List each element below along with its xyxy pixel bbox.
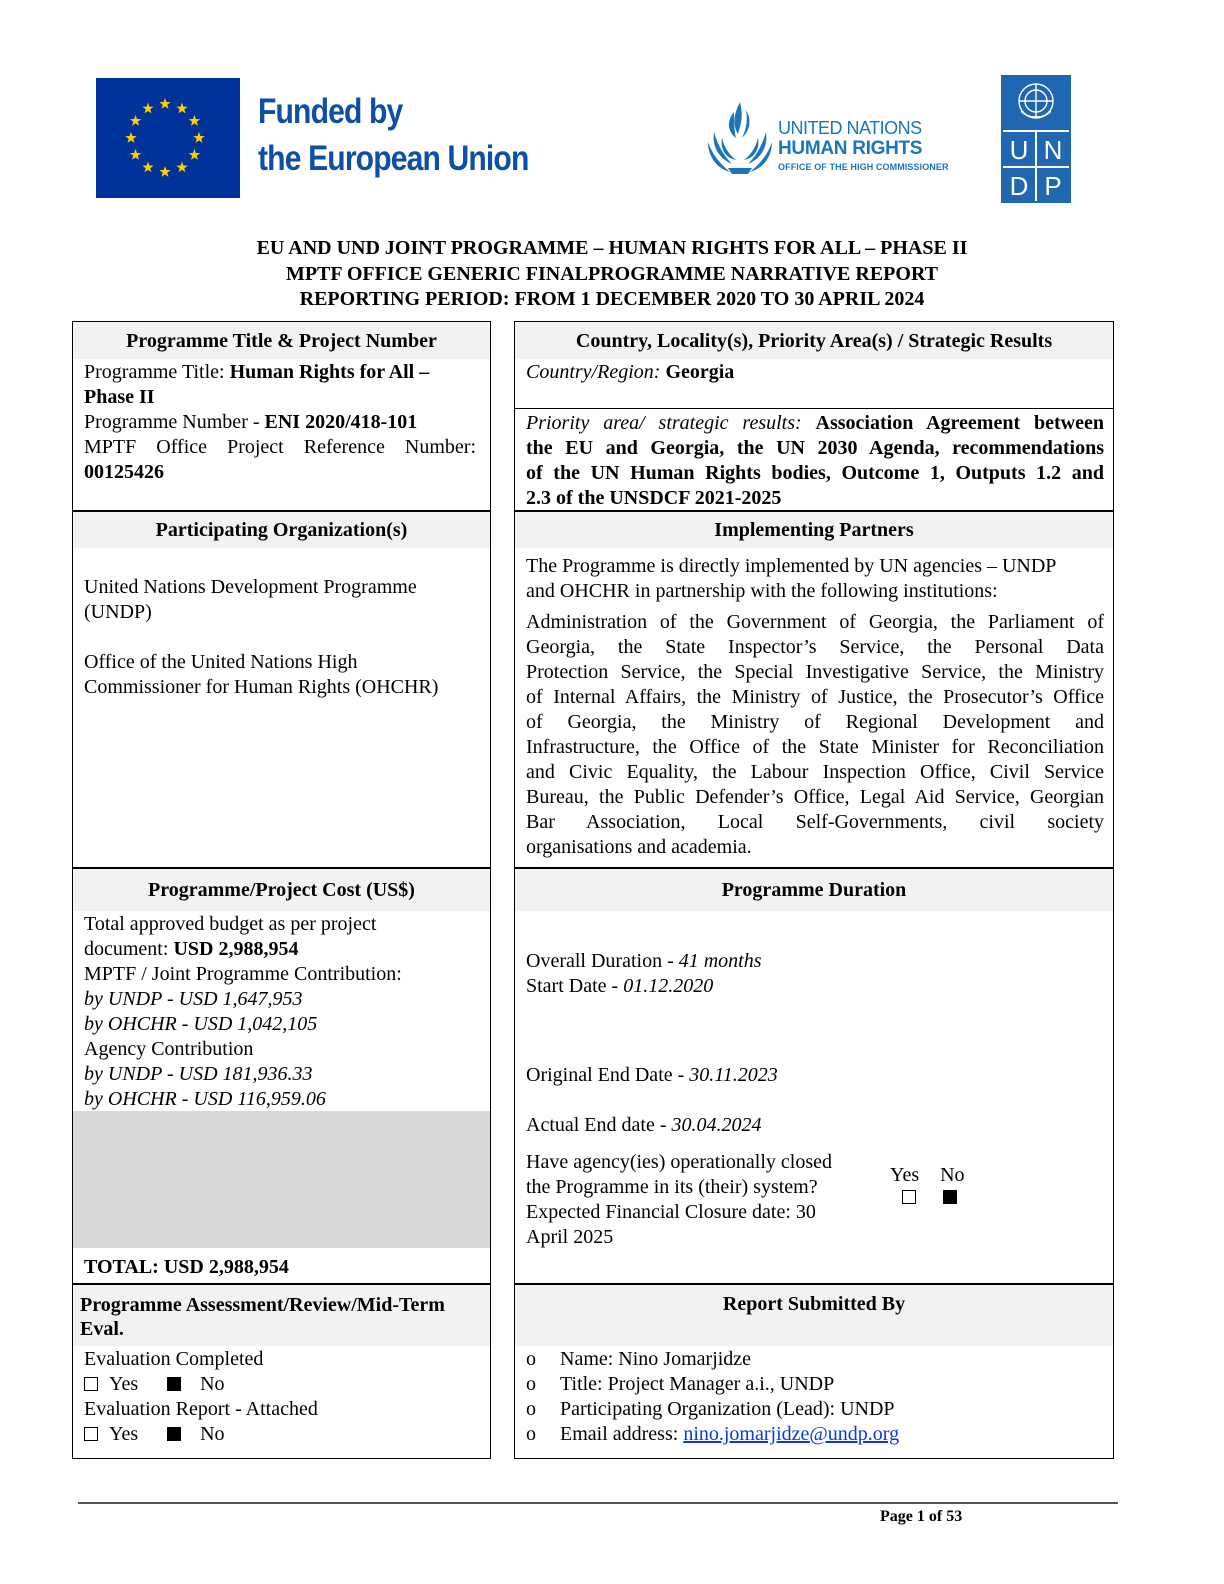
implementing-list-line: of Georgia, the Ministry of Regional Development and — [526, 711, 1104, 733]
eval-report-no-label: No — [200, 1423, 225, 1445]
assessment-cell — [84, 1347, 484, 1447]
page-number: Page 1 of 53 — [880, 1508, 963, 1525]
cost-cell — [84, 912, 484, 1112]
implementing-list-line: Administration of the Government of Georgia, the Parliament of — [526, 611, 1104, 633]
priority-value4: 2.3 of the UNSDCF 2021-2025 — [526, 487, 782, 509]
implementing-header: Implementing Partners — [515, 512, 1113, 548]
participating-cell — [84, 575, 484, 700]
implementing-intro1: The Programme is directly implemented by UN agencies – UNDP — [526, 555, 1057, 577]
assessment-header — [73, 1285, 490, 1346]
duration-dates — [526, 949, 1104, 999]
actual-end-row — [526, 1113, 762, 1138]
implementing-list-line: and Civic Equality, the Labour Inspection Office, Civil Service — [526, 761, 1104, 783]
programme-title-cell — [84, 360, 476, 485]
programme-title-label: Programme Title: — [84, 361, 230, 383]
submitter-title: Title: Project Manager a.i., UNDP — [560, 1373, 835, 1395]
duration-header: Programme Duration — [515, 869, 1113, 911]
total-row — [84, 1255, 289, 1280]
bullet-icon: o — [526, 1348, 536, 1370]
report-title — [0, 236, 1224, 313]
mptf-ohchr: by OHCHR - USD 1,042,105 — [84, 1013, 318, 1035]
eval-completed-yes-label: Yes — [109, 1373, 139, 1395]
undp-logo — [1001, 75, 1071, 203]
actual-end-label: Actual End date - — [526, 1114, 672, 1136]
original-end-value: 30.11.2023 — [689, 1064, 778, 1086]
ohchr-logo — [704, 96, 949, 182]
left-column-table — [72, 321, 491, 1459]
eval-completed-no-checkbox[interactable] — [167, 1377, 181, 1391]
programme-title-value2: Phase II — [84, 386, 155, 408]
eval-report-no-checkbox[interactable] — [167, 1427, 181, 1441]
programme-title-header: Programme Title & Project Number — [73, 322, 490, 359]
implementing-last-line: organisations and academia. — [526, 836, 752, 858]
eu-line1: Funded by — [258, 92, 403, 131]
shaded-area — [73, 1111, 490, 1248]
closed-no-checkbox[interactable] — [943, 1190, 957, 1204]
original-end-label: Original End Date - — [526, 1064, 690, 1086]
mptf-undp: by UNDP - USD 1,647,953 — [84, 988, 303, 1010]
implementing-list-line: Georgia, the State Inspector’s Service, the Personal Data — [526, 636, 1104, 658]
eu-line2: the European Union — [258, 139, 529, 178]
implementing-intro2: and OHCHR in partnership with the following institutions: — [526, 580, 998, 602]
ohchr-line2: HUMAN RIGHTS — [778, 138, 923, 159]
submitted-header: Report Submitted By — [515, 1285, 1113, 1346]
org2-line1: Office of the United Nations High — [84, 651, 358, 673]
start-date-value: 01.12.2020 — [623, 975, 714, 997]
org2-line2: Commissioner for Human Rights (OHCHR) — [84, 676, 439, 698]
participating-header: Participating Organization(s) — [73, 512, 490, 548]
undp-letter-d: D — [1009, 171, 1029, 201]
ohchr-line1: UNITED NATIONS — [778, 118, 922, 138]
submitter-name: Name: Nino Jomarjidze — [560, 1348, 752, 1370]
eu-funding-text — [258, 88, 528, 182]
email-label: Email address: — [560, 1423, 684, 1445]
actual-end-value: 30.04.2024 — [671, 1114, 762, 1136]
priority-value1: Association Agreement between — [815, 412, 1104, 434]
implementing-list-line: Protection Service, the Special Investigative Service, the Ministry — [526, 661, 1104, 683]
cost-header: Programme/Project Cost (US$) — [73, 869, 490, 911]
closure-line2: April 2025 — [526, 1226, 614, 1248]
submitter-org: Participating Organization (Lead): UNDP — [560, 1398, 895, 1420]
undp-letter-u: U — [1009, 135, 1029, 165]
footer-rule — [78, 1502, 1118, 1504]
divider — [515, 408, 1113, 409]
eval-report-yes-checkbox[interactable] — [84, 1427, 98, 1441]
eval-completed-yes-checkbox[interactable] — [84, 1377, 98, 1391]
country-header: Country, Locality(s), Priority Area(s) / Strategic Results — [515, 322, 1113, 359]
title-line1: EU AND UND JOINT PROGRAMME – HUMAN RIGHTS FOR ALL – PHASE II — [256, 237, 968, 259]
implementing-list-line: Bureau, the Public Defender’s Office, Legal Aid Service, Georgian — [526, 786, 1104, 808]
org1-line1: United Nations Development Programme — [84, 576, 417, 598]
closed-question-line1: Have agency(ies) operationally closed — [526, 1151, 832, 1173]
implementing-list-line: Bar Association, Local Self-Governments, civil society — [526, 811, 1104, 833]
original-end-row — [526, 1063, 778, 1088]
implementing-list — [526, 610, 1104, 835]
title-line2: MPTF OFFICE GENERIC FINALPROGRAMME NARRATIVE REPORT — [285, 262, 939, 285]
closure-cell — [526, 1150, 876, 1250]
closure-line1: Expected Financial Closure date: 30 — [526, 1201, 816, 1223]
overall-duration-value: 41 months — [678, 950, 762, 972]
submitted-cell — [526, 1347, 1104, 1447]
priority-value2: the EU and Georgia, the UN 2030 Agenda, recommendations — [526, 437, 1104, 459]
closed-yes-checkbox[interactable] — [902, 1190, 916, 1204]
bullet-icon: o — [526, 1423, 536, 1445]
priority-label: Priority area/ strategic results: — [526, 412, 816, 434]
title-line3: REPORTING PERIOD: FROM 1 DECEMBER 2020 TO 30 APRIL 2024 — [299, 288, 925, 310]
country-value: Georgia — [665, 361, 735, 383]
priority-cell — [526, 411, 1104, 511]
org1-line2: (UNDP) — [84, 601, 152, 623]
overall-duration-label: Overall Duration - — [526, 950, 679, 972]
assessment-header-line2: Eval. — [80, 1318, 124, 1340]
programme-title-value: Human Rights for All – — [229, 361, 430, 383]
programme-number-label: Programme Number - — [84, 411, 265, 433]
closed-yes-label: Yes — [890, 1164, 920, 1186]
start-date-label: Start Date - — [526, 975, 624, 997]
email-link[interactable]: nino.jomarjidze@undp.org — [683, 1423, 900, 1445]
agency-undp: by UNDP - USD 181,936.33 — [84, 1063, 313, 1085]
bullet-icon: o — [526, 1373, 536, 1395]
agency-label: Agency Contribution — [84, 1038, 254, 1060]
programme-number-value: ENI 2020/418-101 — [264, 411, 418, 433]
implementing-cell — [526, 554, 1104, 860]
reference-value: 00125426 — [84, 461, 164, 483]
ohchr-line3: OFFICE OF THE HIGH COMMISSIONER — [778, 162, 949, 172]
eval-completed-no-label: No — [200, 1373, 225, 1395]
bullet-icon: o — [526, 1398, 536, 1420]
eu-flag-logo — [96, 78, 240, 198]
right-column-table — [514, 321, 1114, 1459]
implementing-list-line: Infrastructure, the Office of the State Minister for Reconciliation — [526, 736, 1104, 758]
total-value: TOTAL: USD 2,988,954 — [84, 1256, 289, 1278]
closed-no-label: No — [940, 1164, 965, 1186]
undp-letter-n: N — [1043, 135, 1063, 165]
mptf-label: MPTF / Joint Programme Contribution: — [84, 963, 402, 985]
eval-report-yes-label: Yes — [109, 1423, 139, 1445]
budget-value: USD 2,988,954 — [173, 938, 299, 960]
implementing-list-line: of Internal Affairs, the Ministry of Justice, the Prosecutor’s Office — [526, 686, 1104, 708]
country-cell — [526, 360, 1104, 385]
closed-question-line2: the Programme in its (their) system? — [526, 1176, 818, 1198]
undp-letter-p: P — [1044, 171, 1062, 201]
priority-value3: of the UN Human Rights bodies, Outcome 1, Outputs 1.2 and — [526, 462, 1104, 484]
closed-yes-no — [890, 1163, 965, 1206]
assessment-header-line1: Programme Assessment/Review/Mid-Term — [80, 1294, 445, 1316]
budget-label: document: — [84, 938, 174, 960]
agency-ohchr: by OHCHR - USD 116,959.06 — [84, 1088, 326, 1110]
eval-completed-label: Evaluation Completed — [84, 1348, 264, 1370]
country-label: Country/Region: — [526, 361, 666, 383]
eval-report-label: Evaluation Report - Attached — [84, 1398, 318, 1420]
ohchr-flame-icon — [704, 98, 776, 178]
budget-line1: Total approved budget as per project — [84, 913, 377, 935]
reference-label: MPTF Office Project Reference Number: — [84, 436, 476, 458]
